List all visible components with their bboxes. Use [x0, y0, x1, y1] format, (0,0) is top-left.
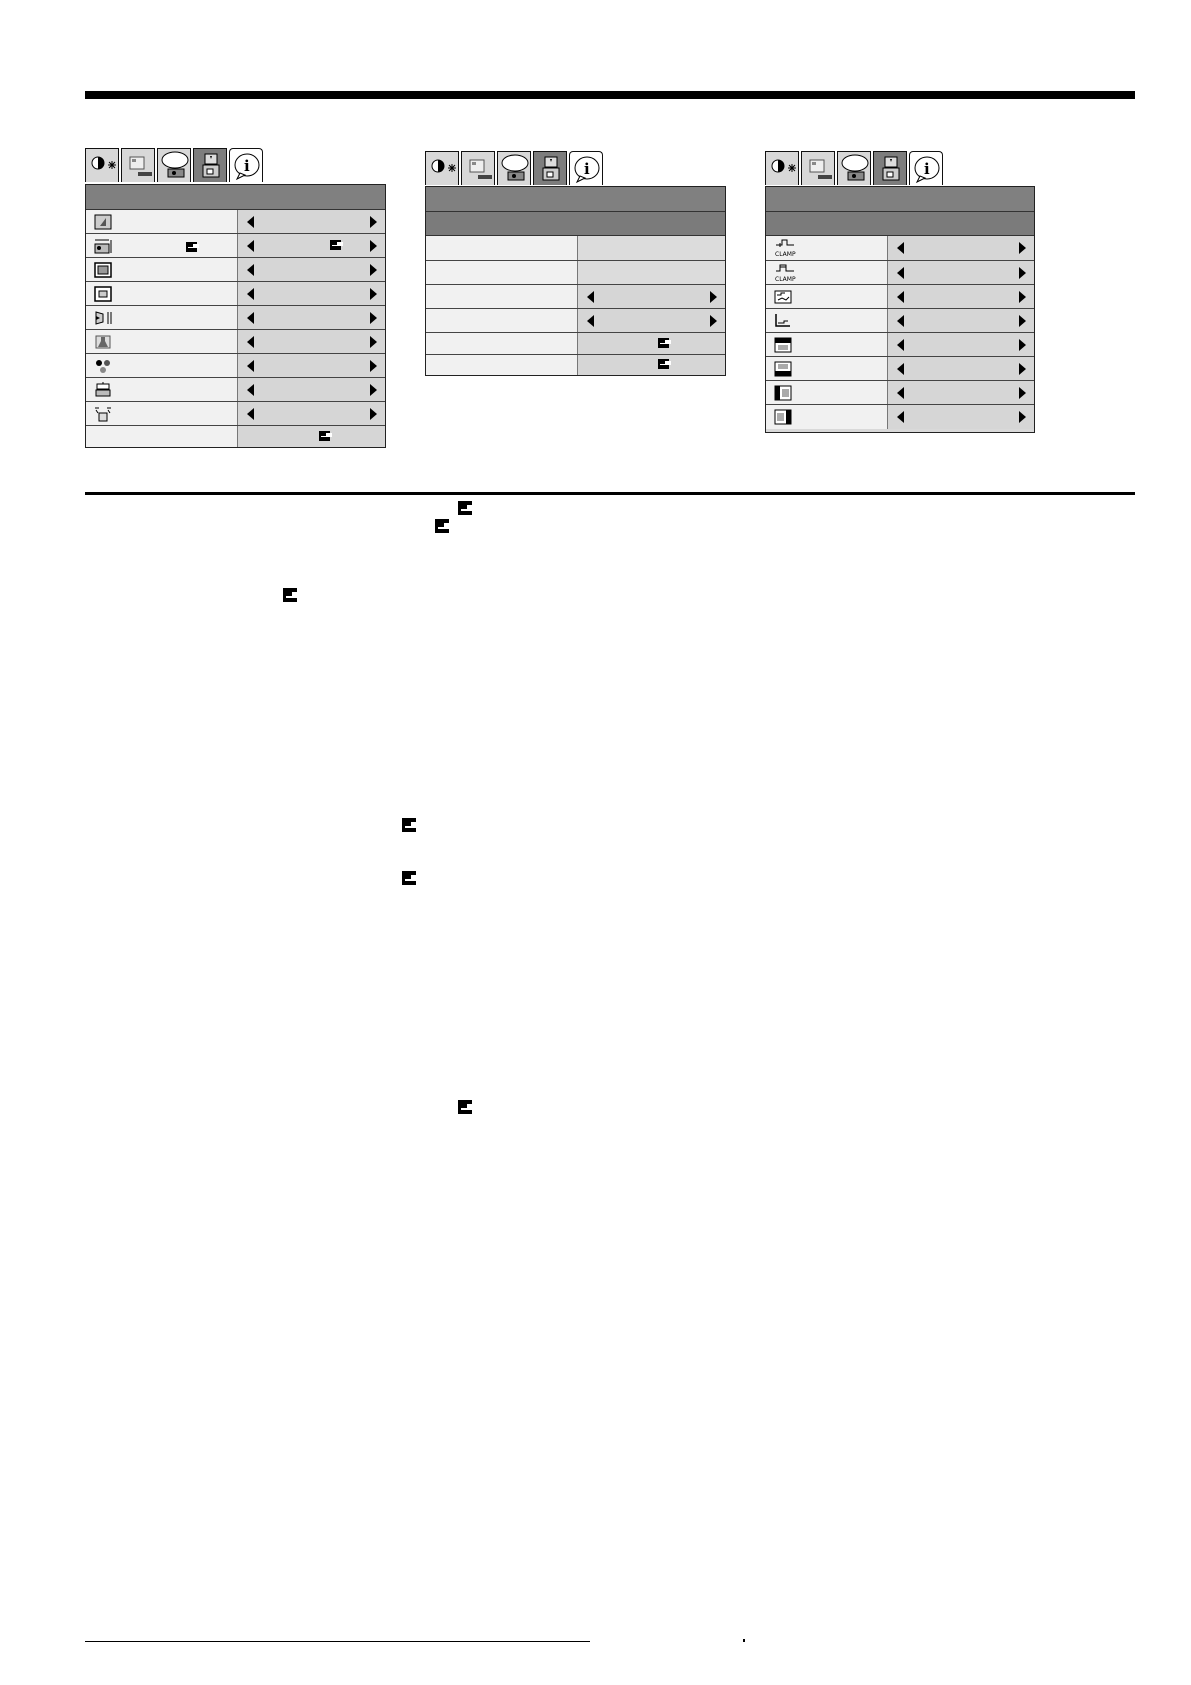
- menu-tab-bar: [85, 146, 265, 184]
- sync-icon: [774, 289, 792, 305]
- menu-row[interactable]: [426, 333, 725, 355]
- svg-text:CLAMP: CLAMP: [775, 251, 796, 258]
- info-icon: [572, 154, 602, 184]
- info-icon: [912, 154, 942, 184]
- menu-tab-bar: [765, 149, 945, 187]
- installation-icon: [536, 154, 566, 184]
- menu-row[interactable]: [766, 236, 1034, 261]
- frame-icon: [94, 262, 112, 278]
- menu-row[interactable]: [86, 426, 385, 447]
- contrast-brightness-icon: [428, 154, 458, 184]
- menu-row[interactable]: [86, 306, 385, 330]
- menu-row[interactable]: [86, 402, 385, 426]
- decrease-arrow[interactable]: [247, 336, 254, 348]
- info-tab[interactable]: [569, 151, 603, 185]
- menu-row[interactable]: [86, 234, 385, 258]
- picture-tab[interactable]: [801, 151, 835, 185]
- decrease-arrow[interactable]: [247, 360, 254, 372]
- menu-subheader: [426, 212, 725, 236]
- info-icon: [232, 151, 262, 181]
- feature-tab[interactable]: [157, 148, 191, 182]
- image-adjust-tab[interactable]: [425, 151, 459, 185]
- installation-tab[interactable]: [533, 151, 567, 185]
- installation-icon: [876, 154, 906, 184]
- decrease-arrow[interactable]: [247, 216, 254, 228]
- menu-row[interactable]: [426, 355, 725, 375]
- decrease-arrow[interactable]: [587, 291, 594, 303]
- increase-arrow[interactable]: [370, 336, 377, 348]
- section-rule: [85, 492, 1135, 495]
- decrease-arrow[interactable]: [247, 408, 254, 420]
- top-rule: [85, 91, 1135, 99]
- menu-row[interactable]: [766, 333, 1034, 357]
- contrast-brightness-icon: [768, 154, 798, 184]
- menu-row[interactable]: [86, 330, 385, 354]
- left-blank-icon: [774, 385, 792, 401]
- installation-icon: [196, 151, 226, 181]
- increase-arrow[interactable]: [1019, 291, 1026, 303]
- picture-icon: [124, 151, 154, 181]
- menu-header: [426, 187, 725, 212]
- increase-arrow[interactable]: [710, 315, 717, 327]
- decrease-arrow[interactable]: [897, 339, 904, 351]
- info-tab[interactable]: [909, 151, 943, 185]
- enter-icon: [319, 431, 330, 441]
- picture-icon: [464, 154, 494, 184]
- picture-tab[interactable]: [121, 148, 155, 182]
- increase-arrow[interactable]: [1019, 387, 1026, 399]
- projector-icon: [94, 382, 112, 398]
- clamp-start-icon: [774, 238, 798, 258]
- increase-arrow[interactable]: [370, 408, 377, 420]
- menu-row[interactable]: [766, 309, 1034, 333]
- decrease-arrow[interactable]: [897, 242, 904, 254]
- menu-row[interactable]: [766, 405, 1034, 429]
- svg-text:CLAMP: CLAMP: [775, 275, 796, 283]
- feature-tab[interactable]: [497, 151, 531, 185]
- enter-icon: [458, 501, 472, 515]
- menu-row[interactable]: [766, 261, 1034, 285]
- increase-arrow[interactable]: [370, 288, 377, 300]
- enter-icon: [458, 1100, 472, 1114]
- clamp-width-icon: [774, 263, 798, 283]
- decrease-arrow[interactable]: [897, 387, 904, 399]
- menu-row: [426, 261, 725, 285]
- increase-arrow[interactable]: [1019, 242, 1026, 254]
- increase-arrow[interactable]: [370, 240, 377, 252]
- frame-small-icon: [94, 286, 112, 302]
- enter-icon: [435, 519, 449, 533]
- menu-body: [765, 186, 1035, 433]
- increase-arrow[interactable]: [370, 216, 377, 228]
- trapezoid-icon: [94, 310, 112, 326]
- image-adjust-tab[interactable]: [85, 148, 119, 182]
- decrease-arrow[interactable]: [247, 264, 254, 276]
- increase-arrow[interactable]: [710, 291, 717, 303]
- svg-text:i: i: [244, 157, 250, 175]
- flask-icon: [94, 334, 112, 350]
- increase-arrow[interactable]: [370, 360, 377, 372]
- menu-row[interactable]: [426, 285, 725, 309]
- menu-row[interactable]: [426, 309, 725, 333]
- decrease-arrow[interactable]: [897, 411, 904, 423]
- menu-header: [86, 185, 385, 210]
- top-blank-icon: [774, 337, 792, 353]
- enter-icon: [186, 242, 197, 252]
- increase-arrow[interactable]: [370, 312, 377, 324]
- svg-text:i: i: [924, 160, 930, 178]
- enter-icon: [283, 588, 297, 602]
- increase-arrow[interactable]: [1019, 315, 1026, 327]
- level-icon: [774, 313, 792, 329]
- enter-icon: [402, 871, 416, 885]
- aspect-icon: [94, 214, 112, 230]
- increase-arrow[interactable]: [370, 384, 377, 396]
- increase-arrow[interactable]: [1019, 267, 1026, 279]
- menu-row[interactable]: [86, 378, 385, 402]
- menu-row[interactable]: [766, 381, 1034, 405]
- increase-arrow[interactable]: [1019, 411, 1026, 423]
- ceiling-icon: [94, 406, 112, 422]
- decrease-arrow[interactable]: [247, 240, 254, 252]
- footer-rule: [85, 1641, 590, 1642]
- menu-row[interactable]: [86, 282, 385, 306]
- menu-row[interactable]: [86, 258, 385, 282]
- image-adjust-tab[interactable]: [765, 151, 799, 185]
- menu-tab-bar: [425, 149, 605, 187]
- contrast-brightness-icon: [88, 151, 118, 181]
- menu-body: [85, 184, 386, 448]
- menu-header: [766, 187, 1034, 212]
- speech-bubble-icon: [160, 151, 190, 181]
- increase-arrow[interactable]: [1019, 363, 1026, 375]
- installation-tab[interactable]: [873, 151, 907, 185]
- decrease-arrow[interactable]: [247, 312, 254, 324]
- menu-subheader: [766, 212, 1034, 236]
- feature-tab[interactable]: [837, 151, 871, 185]
- decrease-arrow[interactable]: [587, 315, 594, 327]
- enter-icon: [658, 359, 669, 369]
- speech-bubble-icon: [840, 154, 870, 184]
- info-tab[interactable]: [229, 148, 263, 182]
- menu-row[interactable]: [86, 210, 385, 234]
- bottom-blank-icon: [774, 361, 792, 377]
- picture-icon: [804, 154, 834, 184]
- svg-text:i: i: [584, 160, 590, 178]
- increase-arrow[interactable]: [370, 264, 377, 276]
- picture-tab[interactable]: [461, 151, 495, 185]
- enter-icon: [330, 240, 341, 250]
- decrease-arrow[interactable]: [247, 288, 254, 300]
- decrease-arrow[interactable]: [247, 384, 254, 396]
- increase-arrow[interactable]: [1019, 339, 1026, 351]
- menu-row: [426, 236, 725, 261]
- menu-row[interactable]: [766, 285, 1034, 309]
- menu-body: [425, 186, 726, 376]
- decrease-arrow[interactable]: [897, 363, 904, 375]
- speech-bubble-icon: [500, 154, 530, 184]
- right-blank-icon: [774, 409, 792, 425]
- installation-tab[interactable]: [193, 148, 227, 182]
- menu-row[interactable]: [766, 357, 1034, 381]
- decrease-arrow[interactable]: [897, 267, 904, 279]
- decrease-arrow[interactable]: [897, 291, 904, 303]
- enter-icon: [402, 818, 416, 832]
- dots-icon: [94, 358, 112, 374]
- decrease-arrow[interactable]: [897, 315, 904, 327]
- menu-row[interactable]: [86, 354, 385, 378]
- enter-icon: [658, 338, 669, 348]
- keystone-icon: [94, 238, 112, 254]
- footer-mark: [743, 1639, 745, 1642]
